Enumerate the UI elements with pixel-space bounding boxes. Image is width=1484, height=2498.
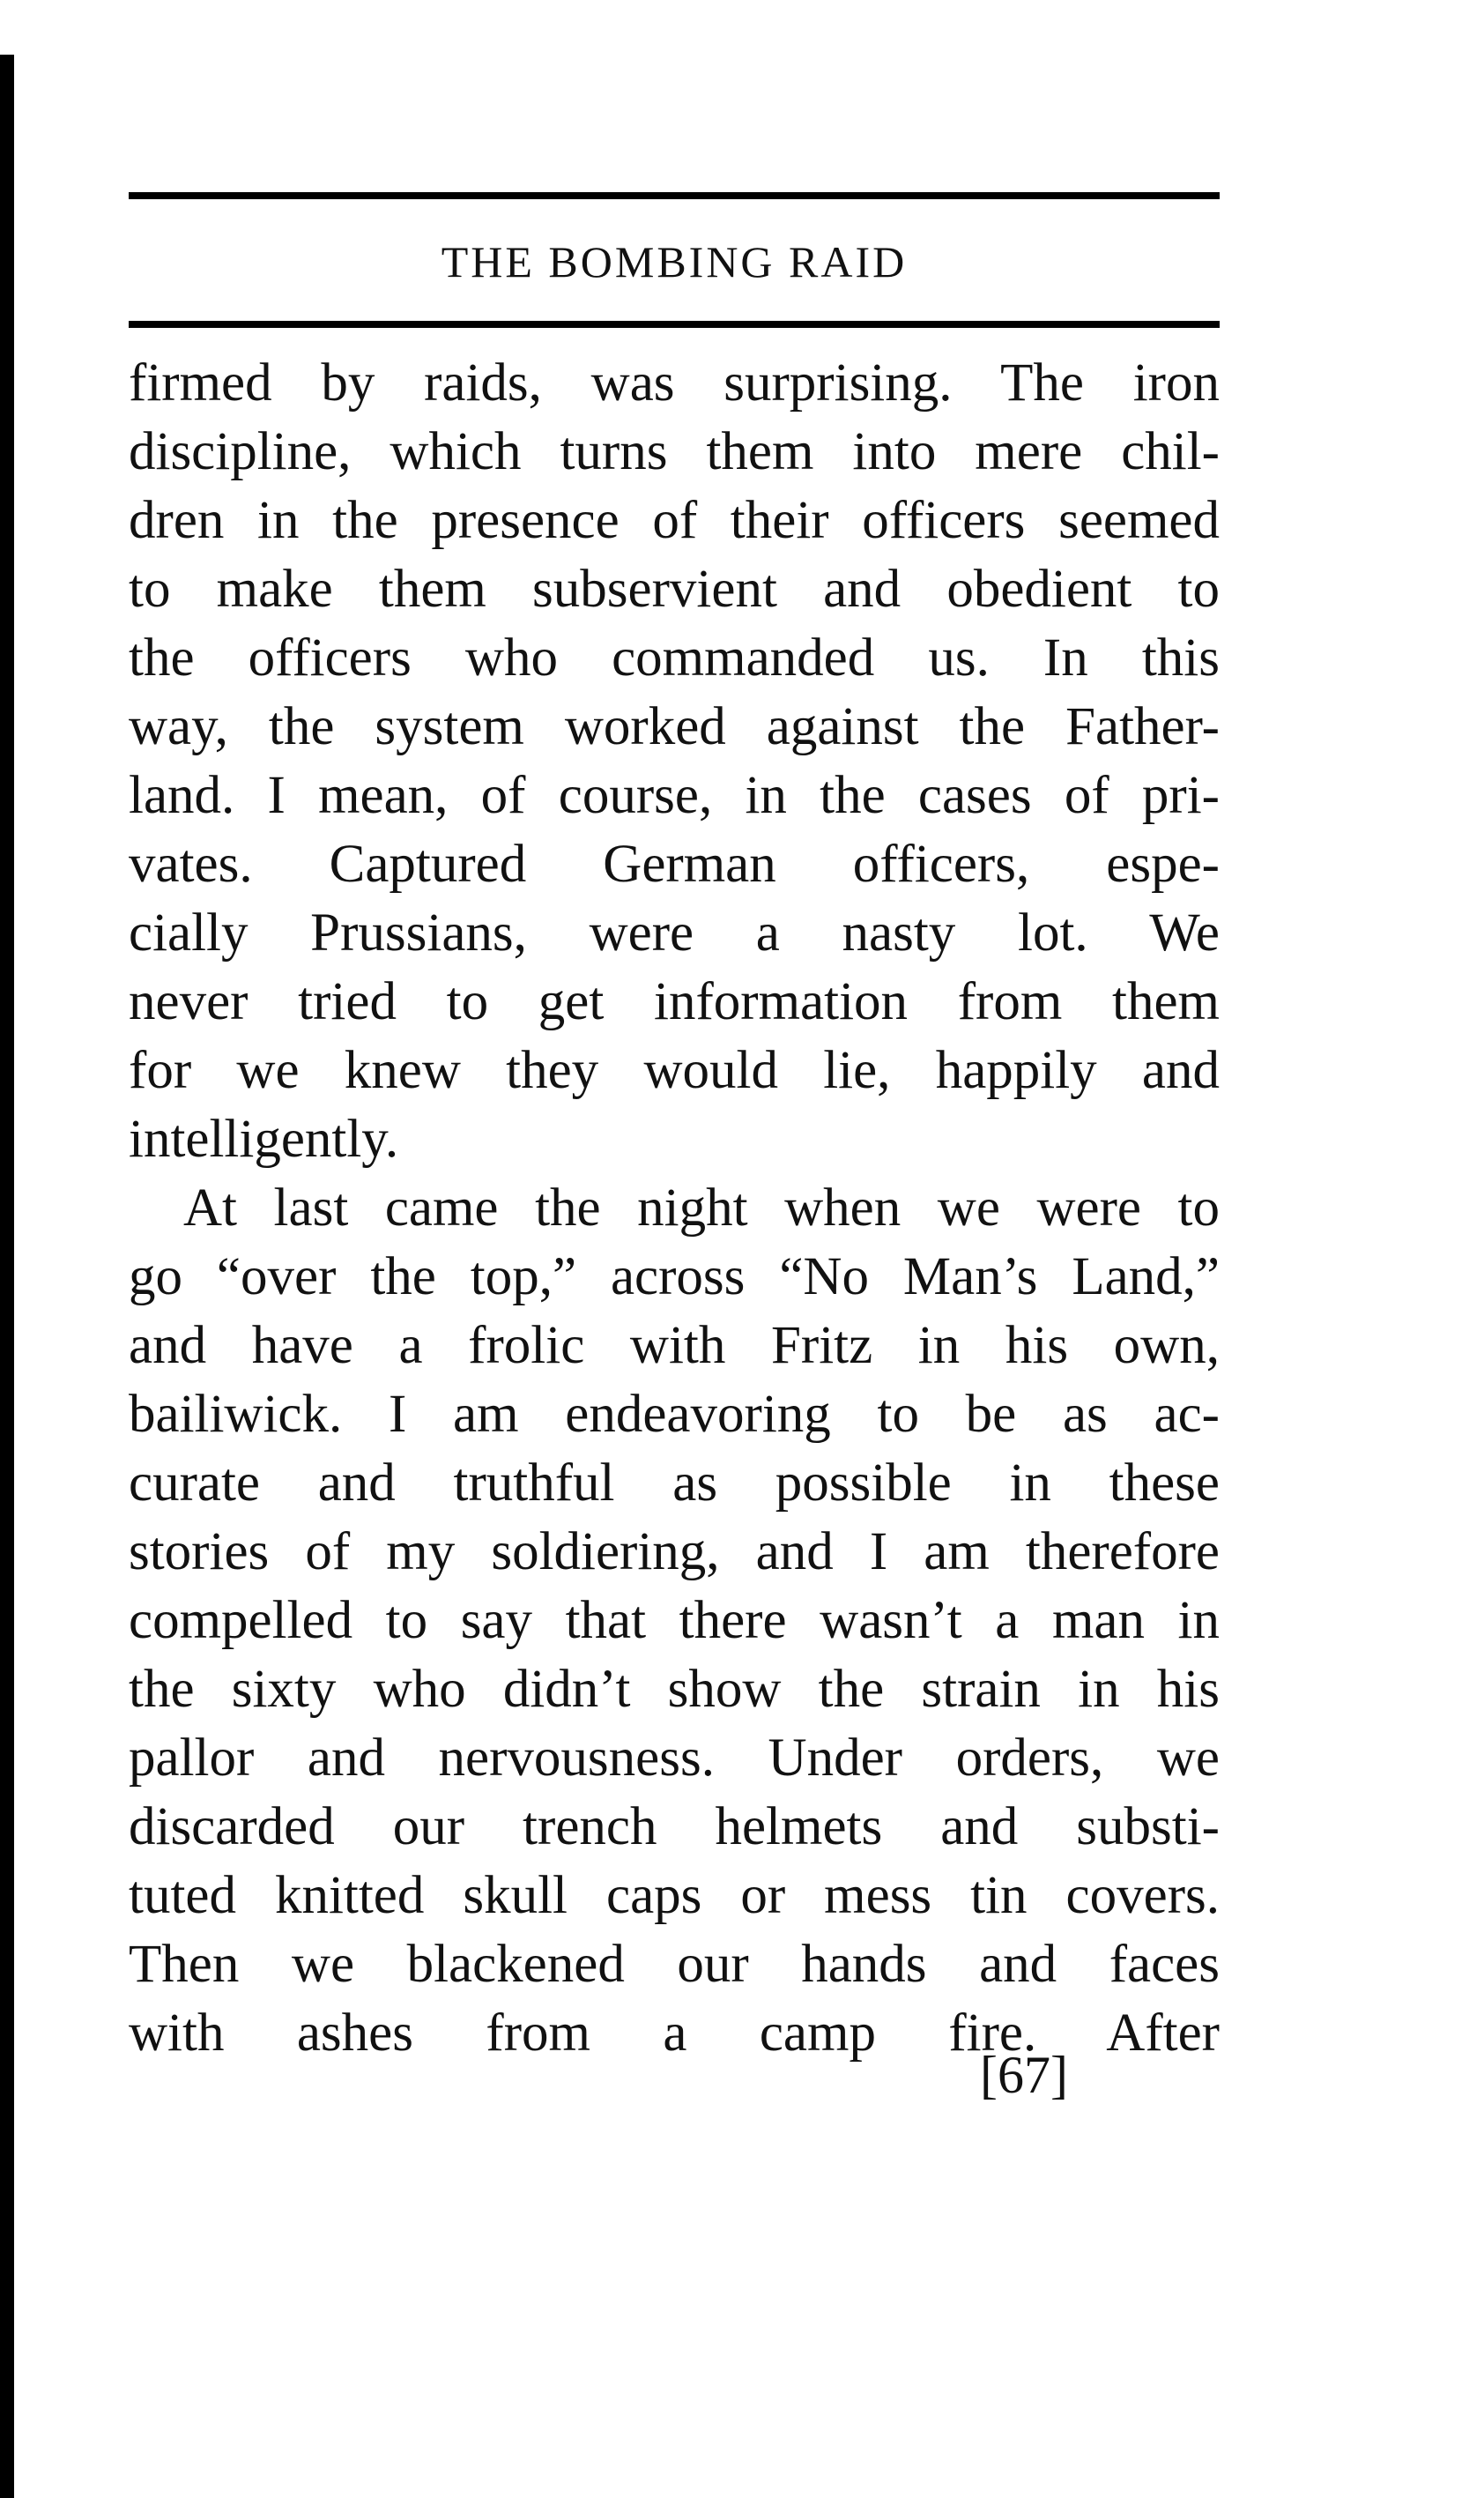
text-line: discipline, which turns them into mere chil-	[129, 422, 1220, 481]
text-line: Then we blackened our hands and faces	[129, 1935, 1220, 1994]
text-line: dren in the presence of their officers seemed	[129, 491, 1220, 550]
header-rule-top	[129, 192, 1220, 199]
text-line: for we knew they would lie, happily and	[129, 1041, 1220, 1100]
header-rule-bottom	[129, 321, 1220, 328]
text-line: land. I mean, of course, in the cases of pri-	[129, 766, 1220, 825]
text-line: intelligently.	[129, 1110, 399, 1169]
text-line: cially Prussians, were a nasty lot. We	[129, 903, 1220, 963]
text-line: stories of my soldiering, and I am therefore	[129, 1522, 1220, 1581]
running-head	[129, 192, 1220, 328]
text-line: to make them subservient and obedient to	[129, 560, 1220, 619]
page-title: THE BOMBING RAID	[441, 237, 908, 286]
binding-edge	[0, 55, 14, 2498]
text-line: firmed by raids, was surprising. The iron	[129, 353, 1220, 413]
text-line: and have a frolic with Fritz in his own,	[129, 1316, 1220, 1375]
text-line: vates. Captured German officers, espe-	[129, 835, 1220, 894]
text-line: compelled to say that there wasn’t a man in	[129, 1591, 1220, 1650]
text-line: tuted knitted skull caps or mess tin covers.	[129, 1866, 1220, 1925]
text-line: At last came the night when we were to	[183, 1178, 1220, 1238]
text-line: way, the system worked against the Father-	[129, 697, 1220, 756]
body-text	[129, 349, 1220, 2068]
text-line: pallor and nervousness. Under orders, we	[129, 1729, 1220, 1788]
paragraph-1	[129, 349, 1220, 1174]
text-line: discarded our trench helmets and substi-	[129, 1797, 1220, 1856]
text-line: with ashes from a camp fire. After	[129, 2004, 1220, 2063]
text-line: the officers who commanded us. In this	[129, 628, 1220, 688]
text-line: the sixty who didn’t show the strain in his	[129, 1660, 1220, 1719]
text-line: never tried to get information from them	[129, 972, 1220, 1031]
paragraph-2	[129, 1174, 1220, 2068]
text-line: go “over the top,” across “No Man’s Land,”	[129, 1247, 1220, 1306]
text-line: bailiwick. I am endeavoring to be as ac-	[129, 1385, 1220, 1444]
page-number: [67]	[980, 2046, 1068, 2104]
text-line: curate and truthful as possible in these	[129, 1453, 1220, 1513]
